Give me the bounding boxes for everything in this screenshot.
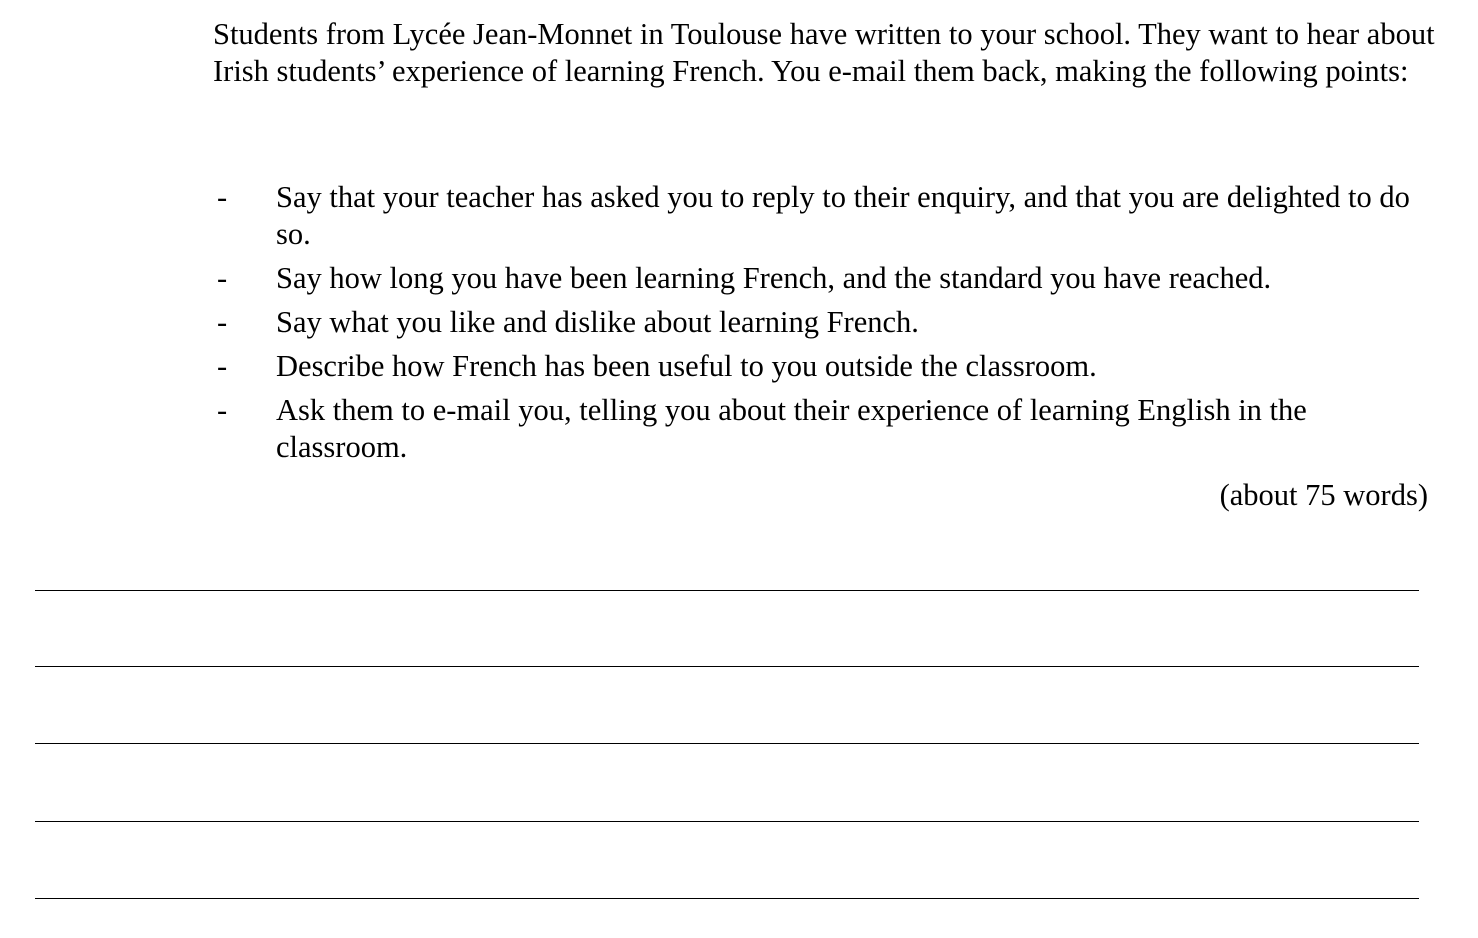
bullet-dash: - — [217, 349, 228, 383]
bullet-dash: - — [217, 305, 228, 339]
task-point-text: Say that your teacher has asked you to reply to their enquiry, and that you are delighted to do so. — [276, 180, 1410, 251]
answer-line[interactable] — [35, 898, 1419, 899]
bullet-dash: - — [217, 393, 228, 427]
task-instructions: Students from Lycée Jean-Monnet in Toulouse have written to your school. They want to hear about Irish students’ experience of learning French. You e-mail them back, making the following points: — [213, 17, 1435, 88]
answer-line[interactable] — [35, 821, 1419, 822]
task-point-usefulness — [213, 348, 1438, 385]
word-count-guide: (about 75 words) — [1219, 478, 1428, 512]
bullet-dash: - — [217, 180, 228, 214]
task-points-list — [213, 179, 1438, 473]
task-point-text: Describe how French has been useful to you outside the classroom. — [276, 349, 1097, 383]
answer-line[interactable] — [35, 666, 1419, 667]
bullet-dash: - — [217, 261, 228, 295]
task-point-likes — [213, 304, 1438, 341]
task-point-reply — [213, 179, 1438, 253]
answer-line[interactable] — [35, 743, 1419, 744]
task-point-duration — [213, 260, 1438, 297]
answer-line[interactable] — [35, 590, 1419, 591]
task-point-ask — [213, 392, 1438, 466]
task-point-text: Say what you like and dislike about learning French. — [276, 305, 919, 339]
task-point-text: Ask them to e-mail you, telling you about their experience of learning English in the classroom. — [276, 393, 1307, 464]
task-point-text: Say how long you have been learning French, and the standard you have reached. — [276, 261, 1272, 295]
